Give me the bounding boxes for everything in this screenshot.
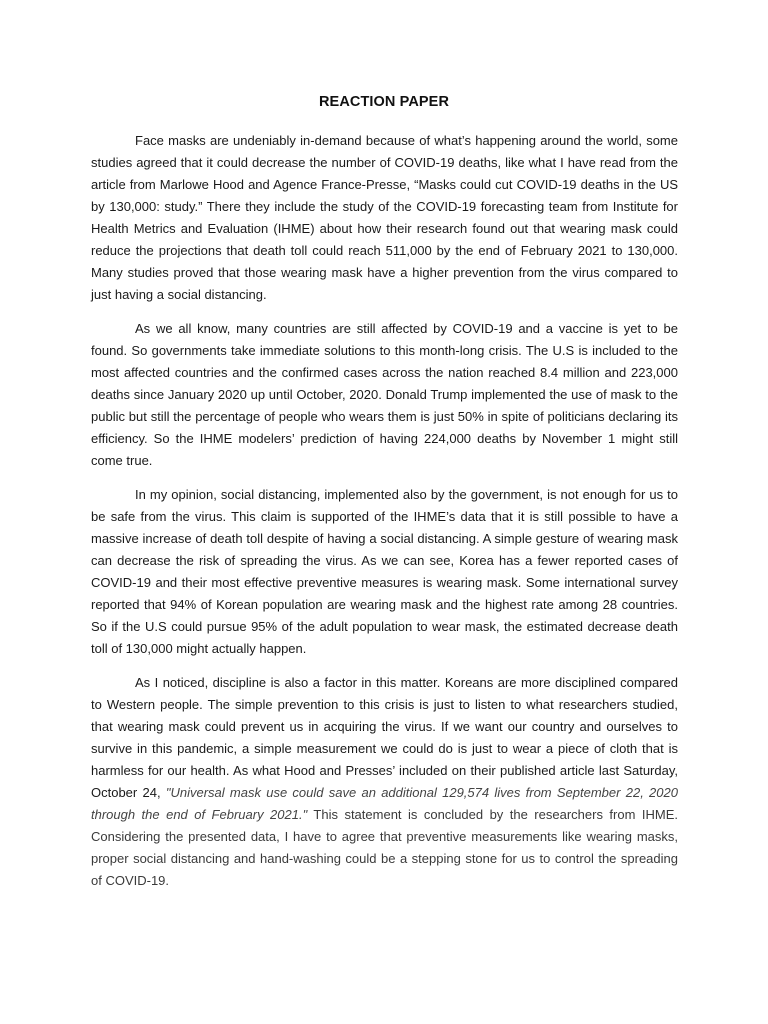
paragraph-1: Face masks are undeniably in-demand because of what’s happening around the world, some studies agreed that it could decrease the number of COVID-19 deaths, like what I have read from the article from Marlowe Hood and Agence France-Presse, “Masks could cut COVID-19 deaths in the US by 130,000: study.” There they include the study of the COVID-19 forecasting team from Institute for Health Metrics and Evaluation (IHME) about how their research found out that wearing mask could reduce the projections that death toll could reach 511,000 by the end of February 2021 to 130,000. Many studies proved that those wearing mask have a higher prevention from the virus compared to just having a social distancing. <box>91 133 678 302</box>
paragraph-2: As we all know, many countries are still affected by COVID-19 and a vaccine is yet to be found. So governments take immediate solutions to this month-long crisis. The U.S is included to the most affected countries and the confirmed cases across the nation reached 8.4 million and 223,000 deaths since January 2020 up until October, 2020. Donald Trump implemented the use of mask to the public but still the percentage of people who wears them is just 50% in spite of politicians declaring its efficiency. So the IHME modelers’ prediction of having 224,000 deaths by November 1 might still come true. <box>91 321 678 468</box>
page-title: REACTION PAPER <box>318 94 450 110</box>
paragraph-4-text: As I noticed, discipline is also a factor in this matter. Koreans are more disciplined compared to Western people. The simple prevention to this crisis is just to listen to what researchers studied, that wearing mask could prevent us in acquiring the virus. If we want our country and ourselves to survive in this pandemic, a simple measurement we could do is just to wear a piece of cloth that is harmless for our health. As what Hood and Presses’ included on their published article last Saturday, October 24, <box>91 675 678 800</box>
quoted-statement: "Universal mask use could save an additional 129,574 lives from September 22, 2020 through the end of February 2021." <box>91 785 678 822</box>
paragraph-4-conclusion: This statement is concluded by the researchers from IHME. Considering the presented data, I have to agree that preventive measurements like wearing masks, proper social distancing and hand-washing could be a stepping stone for us to control the spreading of COVID-19. <box>91 807 678 888</box>
paragraph-4 <box>91 672 678 892</box>
body-text <box>91 130 678 904</box>
paragraph-3: In my opinion, social distancing, implemented also by the government, is not enough for us to be safe from the virus. This claim is supported of the IHME’s data that it is still possible to have a massive increase of death toll despite of having a social distancing. A simple gesture of wearing mask can decrease the risk of spreading the virus. As we can see, Korea has a fewer reported cases of COVID-19 and their most effective preventive measures is wearing mask. Some international survey reported that 94% of Korean population are wearing mask and the highest rate among 28 countries. So if the U.S could pursue 95% of the adult population to wear mask, the estimated decrease death toll of 130,000 might actually happen. <box>91 487 678 656</box>
